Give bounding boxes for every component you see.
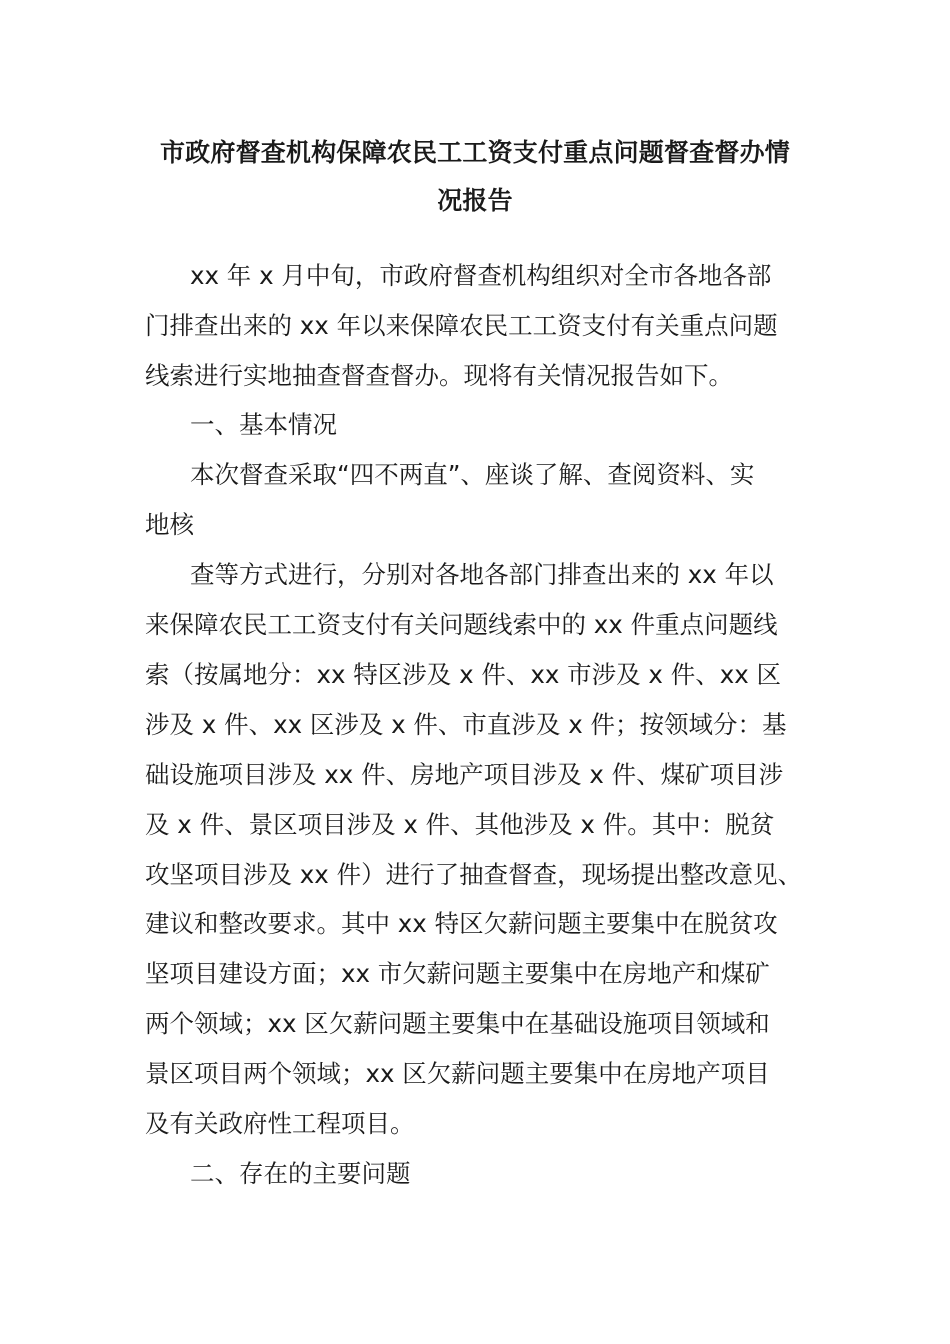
paragraph-3-line-12: 及有关政府性工程项目。: [145, 1109, 415, 1138]
paragraph-3-line-6: 及 x 件、景区项目涉及 x 件、其他涉及 x 件。其中：脱贫: [145, 810, 775, 839]
paragraph-3-line-3: 索（按属地分：xx 特区涉及 x 件、xx 市涉及 x 件、xx 区: [145, 660, 782, 689]
paragraph-3-line-4: 涉及 x 件、xx 区涉及 x 件、市直涉及 x 件；按领域分：基: [145, 710, 787, 739]
paragraph-1-line-1: xx 年 x 月中旬，市政府督查机构组织对全市各地各部: [190, 261, 772, 290]
paragraph-2-line-1: 本次督查采取“四不两直”、座谈了解、查阅资料、实: [190, 460, 755, 489]
paragraph-3-line-10: 两个领域；xx 区欠薪问题主要集中在基础设施项目领域和: [145, 1009, 770, 1038]
paragraph-3-line-1: 查等方式进行，分别对各地各部门排查出来的 xx 年以: [190, 560, 774, 589]
paragraph-3-line-5: 础设施项目涉及 xx 件、房地产项目涉及 x 件、煤矿项目涉: [145, 760, 784, 789]
paragraph-3-line-9: 坚项目建设方面；xx 市欠薪问题主要集中在房地产和煤矿: [145, 959, 770, 988]
document-title-line-2: 况报告: [437, 186, 513, 215]
document-title-line-1: 市政府督查机构保障农民工工资支付重点问题督查督办情: [159, 138, 790, 167]
paragraph-2-line-2: 地核: [145, 510, 194, 539]
section-heading-main-problems: 二、存在的主要问题: [190, 1159, 411, 1188]
section-heading-basic-situation: 一、基本情况: [190, 410, 337, 439]
paragraph-3-line-7: 攻坚项目涉及 xx 件）进行了抽查督查，现场提出整改意见、: [145, 860, 803, 889]
paragraph-3-line-2: 来保障农民工工资支付有关问题线索中的 xx 件重点问题线: [145, 610, 778, 639]
paragraph-1-line-3: 线索进行实地抽查督查督办。现将有关情况报告如下。: [145, 361, 733, 390]
paragraph-3-line-8: 建议和整改要求。其中 xx 特区欠薪问题主要集中在脱贫攻: [145, 909, 778, 938]
paragraph-3-line-11: 景区项目两个领域；xx 区欠薪问题主要集中在房地产项目: [145, 1059, 770, 1088]
paragraph-1-line-2: 门排查出来的 xx 年以来保障农民工工资支付有关重点问题: [145, 311, 778, 340]
